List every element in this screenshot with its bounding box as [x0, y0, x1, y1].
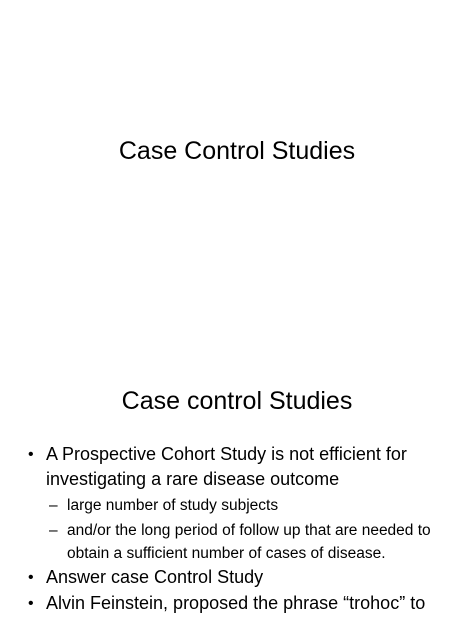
- sub-bullet-item: [0, 519, 474, 565]
- sub-bullet-text: and/or the long period of follow up that are needed to obtain a sufficient number of cases of disease.: [67, 522, 431, 562]
- bullet-dot-icon: •: [28, 569, 34, 586]
- bullet-item: [0, 442, 474, 492]
- bullet-item: [0, 591, 474, 616]
- dash-icon: –: [49, 522, 58, 539]
- content-slide: [0, 316, 474, 632]
- dash-icon: –: [49, 497, 58, 514]
- bullet-dot-icon: •: [28, 595, 34, 612]
- sub-bullet-text: large number of study subjects: [67, 497, 279, 514]
- bullet-dot-icon: •: [28, 446, 34, 463]
- slide-title: Case Control Studies: [118, 137, 356, 165]
- bullet-item: [0, 565, 474, 590]
- bullet-text: A Prospective Cohort Study is not efficient for investigating a rare disease outcome: [46, 444, 407, 489]
- slide-title: Case control Studies: [121, 387, 353, 415]
- bullet-text: Alvin Feinstein, proposed the phrase “trohoc” to: [46, 593, 426, 613]
- bullet-list: [0, 442, 474, 617]
- bullet-text: Answer case Control Study: [46, 567, 264, 587]
- sub-bullet-item: [0, 494, 474, 517]
